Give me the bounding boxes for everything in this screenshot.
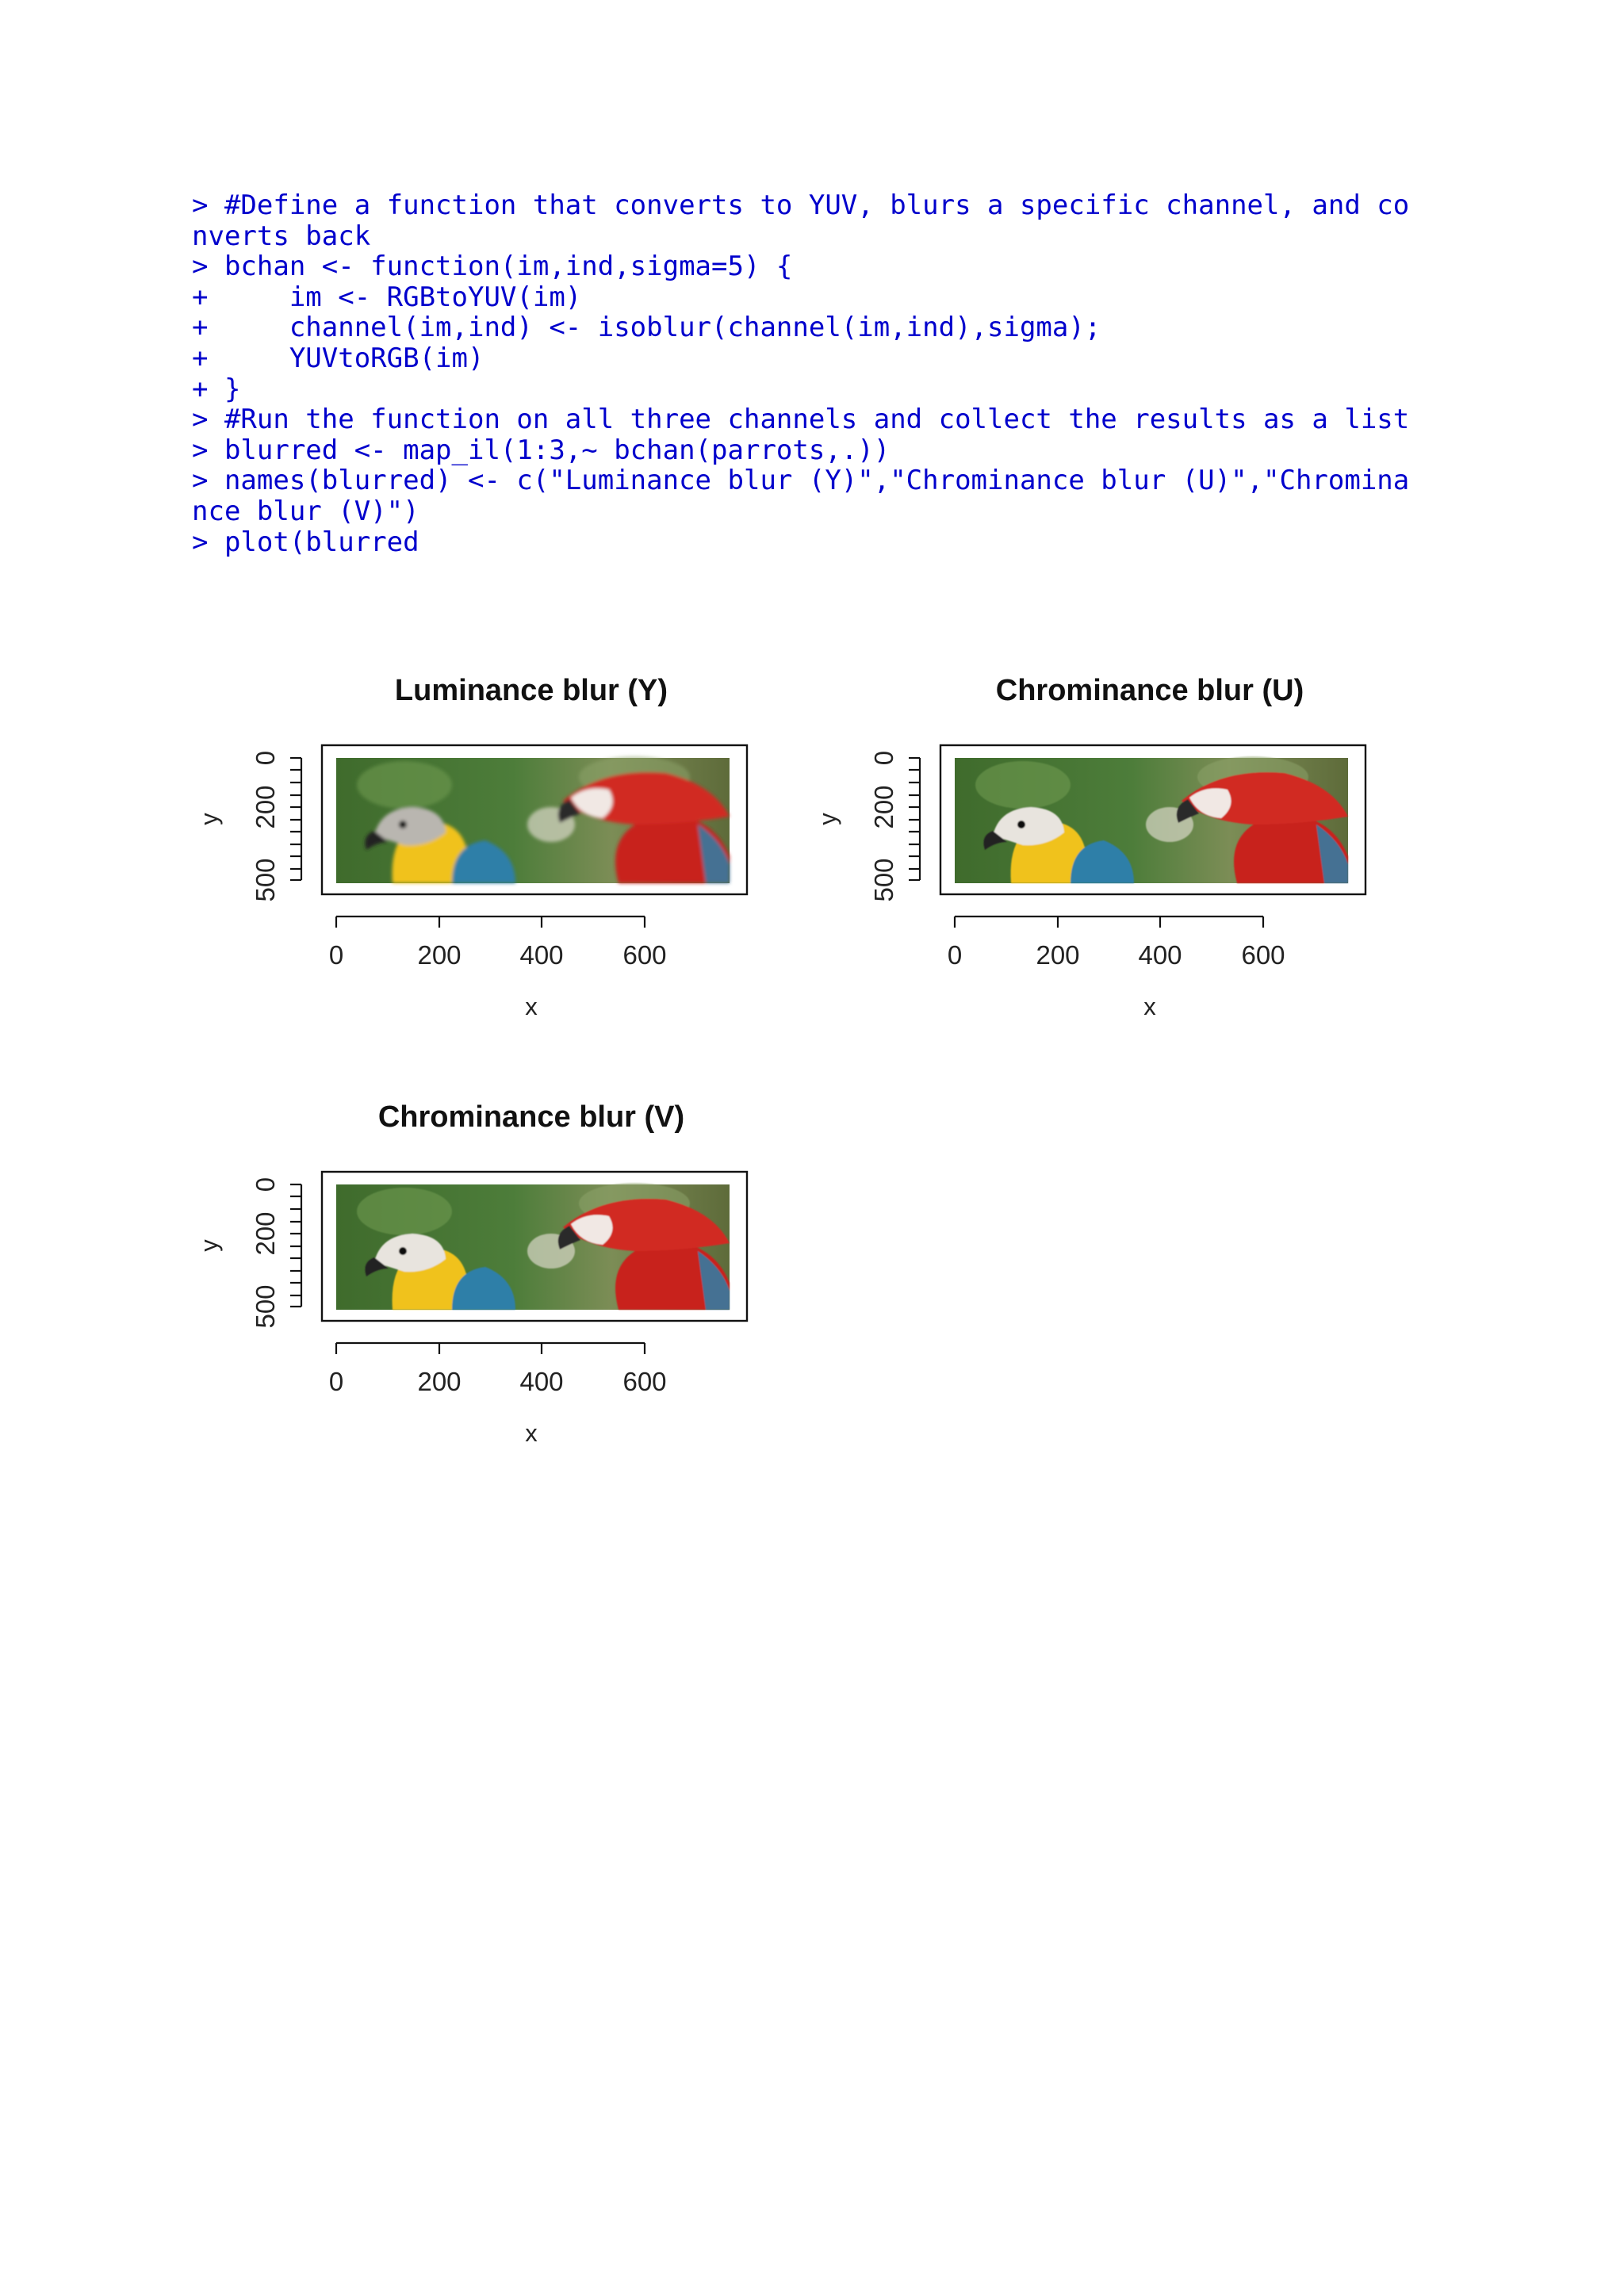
plot-svg [190, 666, 809, 1078]
x-axis-label: x [525, 1419, 538, 1447]
y-tick-label: 500 [869, 858, 898, 902]
x-tick-label: 200 [1036, 940, 1080, 970]
x-tick-label: 400 [1138, 940, 1182, 970]
console-line: + } [192, 373, 241, 405]
console-line: > bchan <- function(im,ind,sigma=5) { [192, 251, 793, 283]
x-tick-label: 600 [622, 940, 667, 970]
y-tick-label: 0 [251, 750, 280, 766]
plot-svg [809, 666, 1427, 1078]
plot-title: Luminance blur (Y) [394, 674, 668, 707]
plot-panel-luminance [190, 666, 809, 1078]
x-tick-label: 200 [417, 1367, 462, 1396]
y-axis-label: y [814, 813, 841, 825]
y-tick-label: 0 [869, 750, 898, 766]
parrots-luminance-blur-image [336, 756, 730, 883]
x-tick-label: 0 [947, 940, 963, 970]
x-tick-label: 0 [328, 1367, 344, 1396]
plot-svg [190, 1093, 809, 1505]
parrots-chrominance-u-blur-image [955, 756, 1348, 883]
y-axis-label: y [195, 813, 223, 825]
plot-title: Chrominance blur (U) [995, 674, 1304, 707]
y-tick-label: 200 [251, 785, 280, 829]
x-tick-label: 400 [519, 1367, 564, 1396]
x-tick-label: 600 [1241, 940, 1285, 970]
console-line: + channel(im,ind) <- isoblur(channel(im,ind),sigma); [192, 312, 1101, 344]
x-axis-label: x [525, 993, 538, 1020]
console-line: nce blur (V)") [192, 495, 419, 527]
x-tick-label: 0 [328, 940, 344, 970]
x-axis-label: x [1143, 993, 1156, 1020]
console-line: + YUVtoRGB(im) [192, 342, 485, 374]
y-tick-label: 200 [869, 785, 898, 829]
console-line: + im <- RGBtoYUV(im) [192, 281, 582, 313]
console-line: > plot(blurred [192, 526, 419, 558]
x-tick-label: 600 [622, 1367, 667, 1396]
plot-panel-chrominance-v [190, 1093, 809, 1505]
console-line: > blurred <- map_il(1:3,~ bchan(parrots,.)) [192, 434, 891, 466]
x-tick-label: 400 [519, 940, 564, 970]
plot-title: Chrominance blur (V) [377, 1100, 685, 1134]
y-axis-label: y [195, 1239, 223, 1252]
y-tick-label: 200 [251, 1211, 280, 1256]
y-tick-label: 500 [251, 1284, 280, 1329]
plot-panel-chrominance-u [809, 666, 1427, 1078]
x-tick-label: 200 [417, 940, 462, 970]
console-line: nverts back [192, 220, 371, 252]
y-tick-label: 500 [251, 858, 280, 902]
console-line: > #Run the function on all three channels and collect the results as a list [192, 404, 1410, 436]
console-output [192, 190, 1461, 557]
parrots-chrominance-v-blur-image [336, 1183, 730, 1310]
y-tick-label: 0 [251, 1177, 280, 1192]
console-line: > #Define a function that converts to YUV, blurs a specific channel, and co [192, 189, 1410, 221]
console-line: > names(blurred) <- c("Luminance blur (Y)","Chrominance blur (U)","Chromina [192, 465, 1410, 497]
